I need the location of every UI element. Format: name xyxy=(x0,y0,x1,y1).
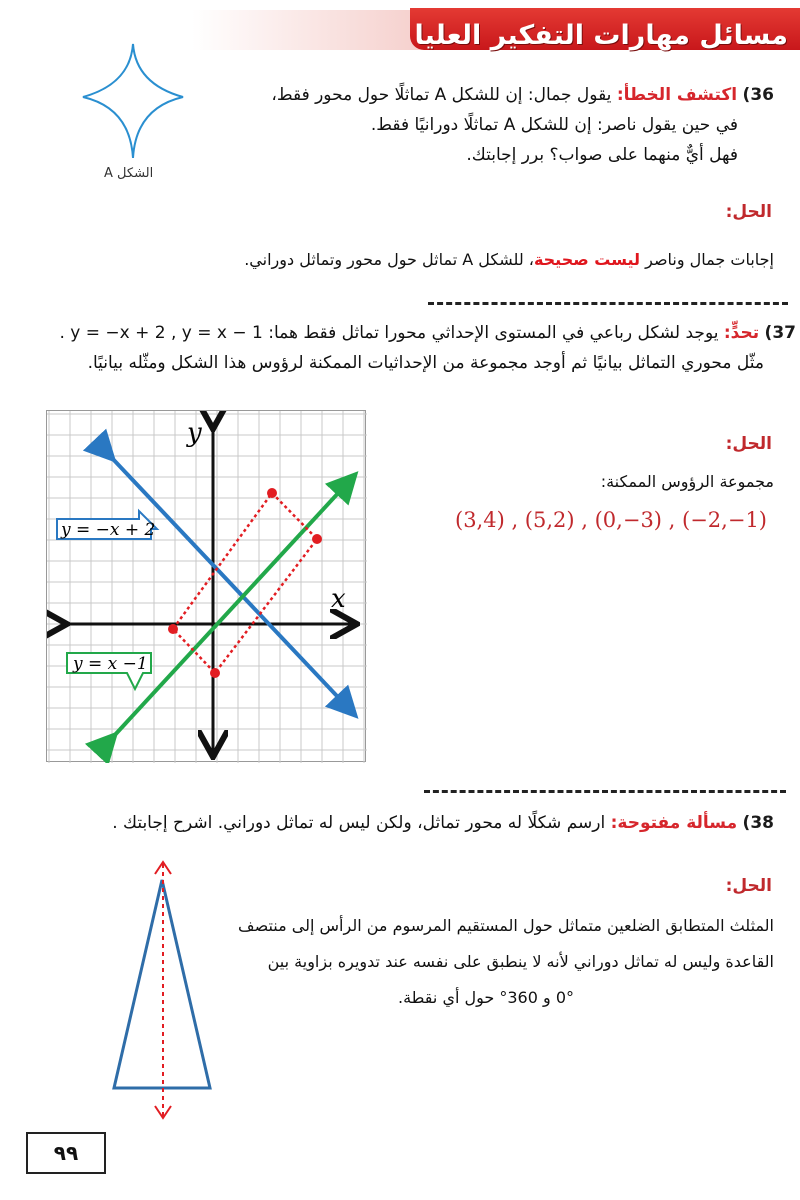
q37-tag: تحدٍّ: xyxy=(723,323,760,343)
q36-number: 36) xyxy=(742,85,774,105)
q38-answer-line1: المثلث المتطابق الضلعين متماثل حول المستقيم المرسوم من الرأس إلى منتصف xyxy=(238,916,774,935)
q36-answer-end: ، للشكل A تماثل حول محور وتماثل دوراني. xyxy=(244,250,534,269)
q37-text1: يوجد لشكل رباعي في المستوى الإحداثي محورا تماثل فقط هما: y = −x + 2 , y = x − 1 . xyxy=(59,323,719,343)
q36-tag: اكتشف الخطأ: xyxy=(616,85,738,105)
q38-answer-line3: 0° و 360° حول أي نقطة. xyxy=(398,988,574,1007)
shape-a-label: الشكل A xyxy=(104,166,154,181)
isosceles-triangle xyxy=(100,860,230,1130)
q38-answer-line2: القاعدة وليس له تماثل دوراني لأنه لا ينطبق على نفسه عند تدويره بزاوية بين xyxy=(267,952,774,971)
green-line-label: y = x −1 xyxy=(73,654,148,674)
banner-fade xyxy=(0,10,480,50)
page-number: ٩٩ xyxy=(26,1132,106,1174)
q38-tag: مسألة مفتوحة: xyxy=(610,813,738,833)
q36-question xyxy=(174,80,774,170)
blue-symmetry-line xyxy=(111,457,353,713)
blue-line-label: y = −x + 2 xyxy=(61,520,156,540)
divider-dashes-2 xyxy=(424,790,786,793)
graph-svg xyxy=(47,411,367,763)
green-symmetry-line xyxy=(113,477,353,737)
q38-number: 38) xyxy=(742,813,774,833)
q37-answer-heading: مجموعة الرؤوس الممكنة: xyxy=(600,472,774,491)
divider-dashes xyxy=(428,302,788,305)
q37-line1 xyxy=(0,318,796,348)
q36-answer xyxy=(14,242,774,278)
vertex-5-2 xyxy=(312,534,322,544)
grid-lines xyxy=(47,411,367,763)
q36-solution-label: الحل: xyxy=(725,202,772,222)
q37-line2: مثّل محوري التماثل بيانيًا ثم أوجد مجموعة من الإحداثيات الممكنة لرؤوس هذا الشكل ومثّله بيانيًا. xyxy=(87,353,764,373)
banner-red-bar xyxy=(410,8,800,50)
q38-question xyxy=(14,808,774,838)
q36-text1: يقول جمال: إن للشكل A تماثلًا حول محور فقط، xyxy=(271,85,612,105)
q36-answer-highlight: ليست صحيحة xyxy=(533,250,641,269)
q36-line2: في حين يقول ناصر: إن للشكل A تماثلًا دورانيًا فقط. xyxy=(370,115,738,135)
vertex-m2-m1 xyxy=(168,624,178,634)
page-title: مسائل مهارات التفكير العليا xyxy=(414,20,788,51)
x-axis-label: x xyxy=(331,584,346,614)
q37-solution-label: الحل: xyxy=(725,434,772,454)
q38-text1: ارسم شكلًا له محور تماثل، ولكن ليس له تماثل دوراني. اشرح إجابتك . xyxy=(112,813,606,833)
coordinate-graph xyxy=(46,410,366,762)
q36-answer-start: إجابات جمال وناصر xyxy=(640,250,774,269)
q38-solution-label: الحل: xyxy=(725,876,772,896)
q37-number: 37) xyxy=(764,323,796,343)
q36-line1 xyxy=(174,80,774,110)
q36-line3: فهل أيٌّ منهما على صواب؟ برر إجابتك. xyxy=(466,145,738,165)
y-axis-label: y xyxy=(187,418,202,448)
vertex-3-4 xyxy=(267,488,277,498)
four-point-star-shape-a xyxy=(78,42,188,162)
vertex-0-m3 xyxy=(210,668,220,678)
q37-question xyxy=(0,318,796,378)
q37-vertices: (3,4) , (5,2) , (0,−3) , (−2,−1) xyxy=(455,508,767,532)
q38-answer xyxy=(228,908,774,1016)
